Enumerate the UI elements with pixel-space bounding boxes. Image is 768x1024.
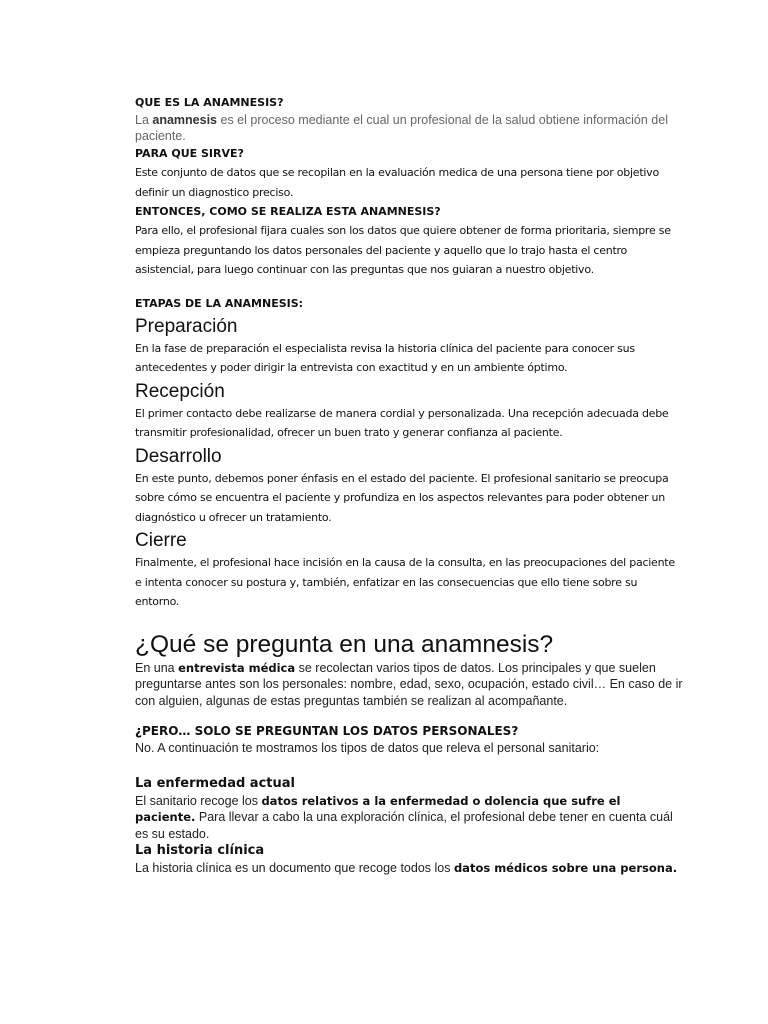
stage-heading-recepcion: Recepción xyxy=(135,380,225,402)
personal-data-question: ¿PERO… SOLO SE PREGUNTAN LOS DATOS PERSONALES? xyxy=(135,724,519,738)
section-title-questions: ¿Qué se pregunta en una anamnesis? xyxy=(135,630,554,658)
question-what-is: QUE ES LA ANAMNESIS? xyxy=(135,96,284,109)
personal-data-answer: No. A continuación te mostramos los tipos de datos que releva el personal sanitario: xyxy=(135,741,600,755)
definition-paragraph: La anamnesis es el proceso mediante el cual un profesional de la salud obtiene información del paciente. xyxy=(135,113,668,143)
stage-text-desarrollo: En este punto, debemos poner énfasis en el estado del paciente. El profesional sanitario se preocupa sobre cómo se encuentra el paciente y profundiza en los aspectos relevantes para poder obtener un diagnóstico u ofrecer un tratamiento. xyxy=(135,471,669,524)
term-anamnesis: anamnesis xyxy=(152,113,218,127)
stage-heading-preparacion: Preparación xyxy=(135,315,238,337)
document-body xyxy=(135,93,683,877)
current-illness-paragraph: El sanitario recoge los datos relativos a la enfermedad o dolencia que sufre el paciente. Para llevar a cabo la una exploración clínica, el profesional debe tener en cuenta cuál es su estado. xyxy=(135,793,673,841)
illness-data-emphasis: datos relativos a la enfermedad o dolencia que sufre el paciente. xyxy=(135,793,621,824)
stage-heading-cierre: Cierre xyxy=(135,530,187,551)
purpose-paragraph: Este conjunto de datos que se recopilan en la evaluación medica de una persona tiene por objetivo definir un diagnostico preciso. xyxy=(135,166,659,199)
medical-data-emphasis: datos médicos sobre una persona. xyxy=(453,861,678,875)
stage-text-preparacion: En la fase de preparación el especialista revisa la historia clínica del paciente para conocer sus antecedentes y poder dirigir la entrevista con exactitud y en un ambiente óptimo. xyxy=(135,341,635,374)
questions-paragraph: En una entrevista médica se recolectan varios tipos de datos. Los principales y que suelen preguntarse antes son los personales: nombre, edad, sexo, ocupación, estado civil… En caso de ir con alguien, algunas de estas preguntas también se realizan al acompañante. xyxy=(135,660,683,708)
stage-text-cierre: Finalmente, el profesional hace incisión en la causa de la consulta, en las preocupaciones del paciente e intenta conocer su postura y, también, enfatizar en las consecuencias que ello tiene sobre su entorno. xyxy=(135,556,675,608)
current-illness-title: La enfermedad actual xyxy=(135,775,295,791)
how-paragraph: Para ello, el profesional fijara cuales son los datos que quiere obtener de forma prioritaria, siempre se empieza preguntando los datos personales del paciente y aquello que lo trajo hasta el centro asistencial, para luego continuar con las preguntas que nos guiaran a nuestro objetivo. xyxy=(135,224,671,276)
clinical-history-paragraph: La historia clínica es un documento que recoge todos los datos médicos sobre una persona. xyxy=(135,861,678,875)
term-entrevista-medica: entrevista médica xyxy=(178,660,296,675)
question-purpose: PARA QUE SIRVE? xyxy=(135,147,244,160)
stages-title: ETAPAS DE LA ANAMNESIS: xyxy=(135,296,304,310)
stage-heading-desarrollo: Desarrollo xyxy=(135,445,222,467)
stage-text-recepcion: El primer contacto debe realizarse de manera cordial y personalizada. Una recepción adecuada debe transmitir profesionalidad, ofrecer un buen trato y generar confianza al paciente. xyxy=(135,406,669,439)
clinical-history-title: La historia clínica xyxy=(135,843,265,858)
question-how: ENTONCES, COMO SE REALIZA ESTA ANAMNESIS? xyxy=(135,205,441,218)
